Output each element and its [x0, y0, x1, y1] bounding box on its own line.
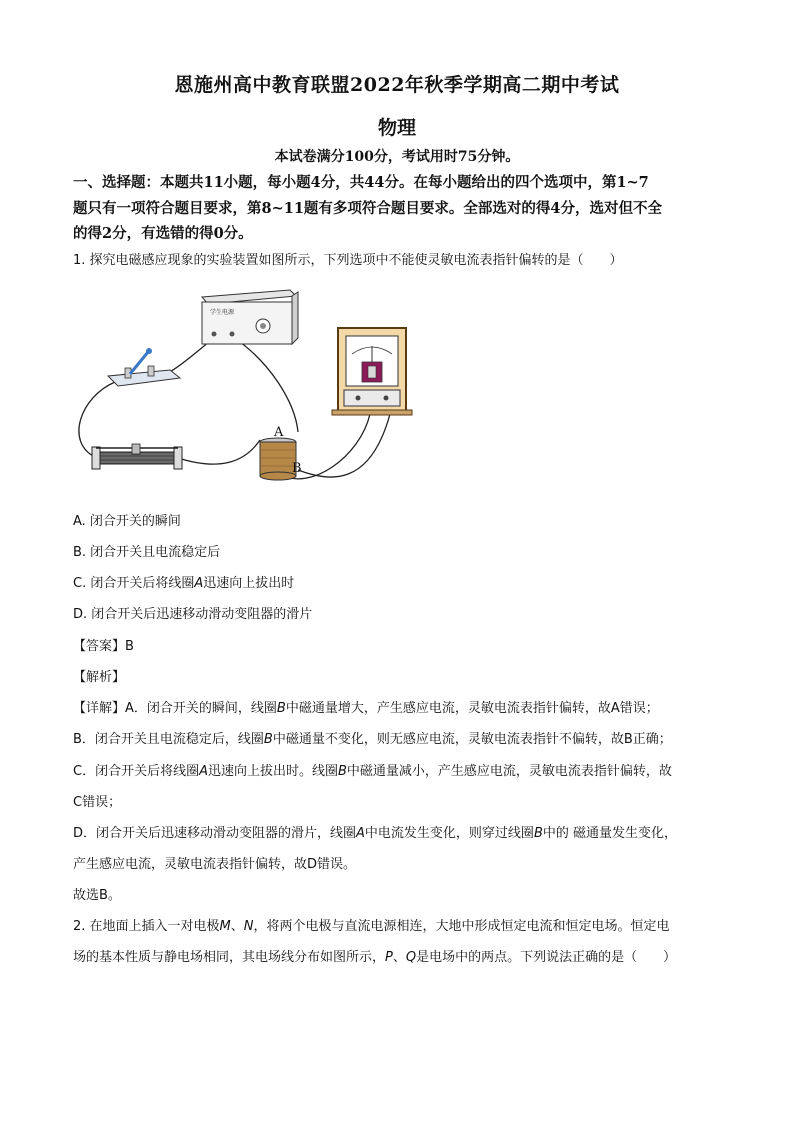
coil-b-label: B	[292, 461, 302, 476]
coils	[260, 425, 302, 480]
wire-switch-to-rheostat	[79, 382, 115, 457]
question-2-line-2: 场的基本性质与静电场相同，其电场线分布如图所示，P、Q是电场中的两点。下列说法正确的是（ ）	[73, 950, 677, 965]
galvanometer	[332, 328, 412, 415]
power-supply	[202, 290, 298, 344]
sliding-rheostat	[92, 444, 182, 469]
detail-line-2: B．闭合开关且电流稳定后，线圈B中磁通量不变化，则无感应电流，灵敏电流表指针不偏转，故B正确；	[73, 732, 672, 747]
subject-title: 物理	[377, 117, 416, 139]
detail-line-1: 【详解】A．闭合开关的瞬间，线圈B中磁通量增大，产生感应电流，灵敏电流表指针偏转，故A错误；	[73, 701, 659, 716]
analysis-label: 【解析】	[73, 670, 126, 685]
answer-value: B	[125, 639, 134, 654]
wire-coil-b-to-meter	[298, 414, 390, 477]
terminal-icon	[356, 396, 361, 401]
wire-rheostat-to-coil-a	[175, 440, 260, 464]
section-line-3: 的得2分，有选错的得0分。	[73, 225, 253, 242]
terminal-icon	[212, 332, 217, 337]
option-b: B. 闭合开关且电流稳定后	[73, 545, 221, 560]
section-line-2: 题只有一项符合题目要求，第8~11题有多项符合题目要求。全部选对的得4分，选对但不全	[73, 199, 663, 217]
switch-blade	[130, 352, 148, 374]
question-1-stem: 1. 探究电磁感应现象的实验装置如图所示，下列选项中不能使灵敏电流表指针偏转的是（ ）	[73, 253, 623, 268]
section-line-1: 一、选择题：本题共11小题，每小题4分，共44分。在每小题给出的四个选项中，第1~7	[73, 174, 649, 191]
detail-line-6: 产生感应电流，灵敏电流表指针偏转，故D错误。	[73, 857, 357, 872]
question-2-line-1: 2. 在地面上插入一对电极M、N，将两个电极与直流电源相连，大地中形成恒定电流和恒定电场。恒定电	[73, 919, 670, 934]
section-instructions	[73, 170, 723, 247]
detail-line-4: C错误；	[73, 795, 122, 810]
rheostat-slider	[132, 444, 140, 454]
detail-line-7: 故选B。	[73, 888, 121, 903]
terminal-icon	[230, 332, 235, 337]
detail-line-3: C．闭合开关后将线圈A迅速向上拔出时。线圈B中磁通量减小，产生感应电流，灵敏电流表指针偏转，故	[73, 764, 672, 779]
exam-title: 恩施州高中教育联盟2022年秋季学期高二期中考试	[174, 74, 620, 96]
option-c: C. 闭合开关后将线圈A迅速向上拔出时	[73, 576, 295, 591]
answer-label: 【答案】	[73, 639, 126, 654]
induction-apparatus-figure	[70, 282, 420, 497]
knife-switch	[108, 348, 180, 386]
option-d: D. 闭合开关后迅速移动滑动变阻器的滑片	[73, 607, 313, 622]
terminal-icon	[384, 396, 389, 401]
power-supply-label: 学生电源	[210, 309, 235, 316]
wire-power-to-coil-a	[233, 337, 298, 432]
option-a: A. 闭合开关的瞬间	[73, 514, 181, 529]
coil-a-label: A	[274, 425, 284, 440]
answer-line	[73, 635, 733, 654]
exam-note: 本试卷满分100分，考试用时75分钟。	[274, 149, 520, 165]
detail-line-5: D．闭合开关后迅速移动滑动变阻器的滑片，线圈A中电流发生变化，则穿过线圈B中的 磁通量发生变化，	[73, 826, 677, 841]
